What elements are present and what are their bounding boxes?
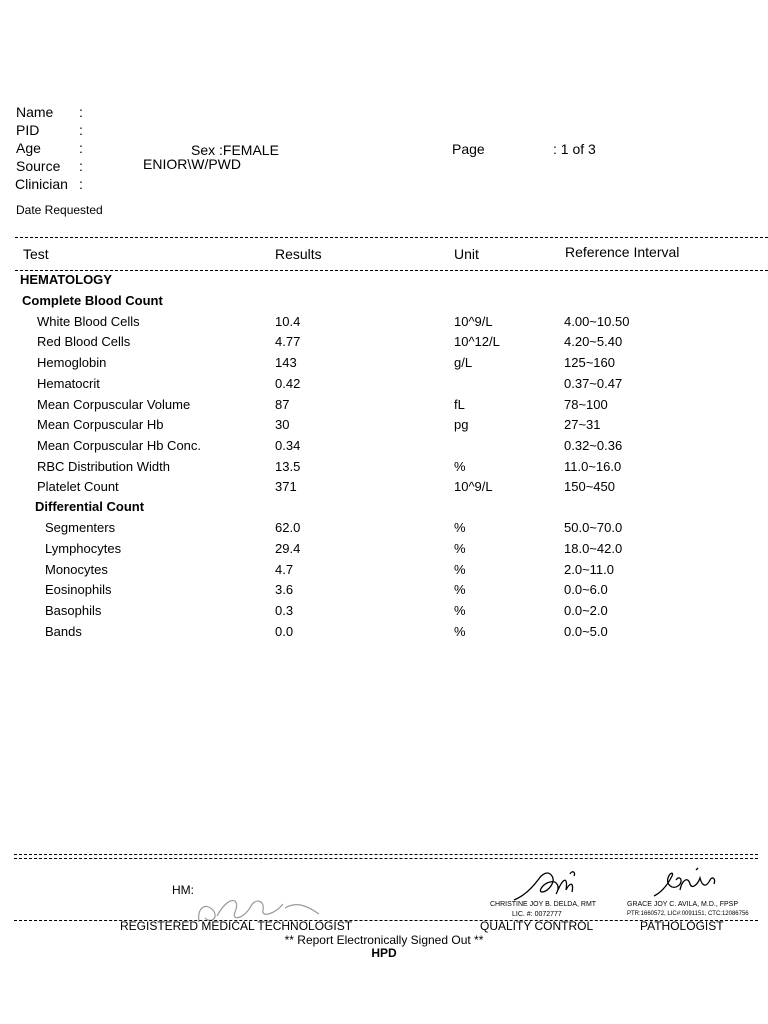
clinician-colon: : bbox=[79, 176, 83, 192]
unit-value: fL bbox=[454, 397, 465, 412]
name-label: Name bbox=[16, 104, 54, 120]
pathologist-license: PTR:1660572, LIC#:0091151, CTC:12086756 bbox=[627, 911, 749, 917]
page-value: : 1 of 3 bbox=[553, 141, 596, 157]
test-name: Lymphocytes bbox=[45, 541, 122, 556]
unit-value: % bbox=[454, 520, 466, 535]
clinician-label: Clinician bbox=[15, 176, 68, 192]
source-colon: : bbox=[79, 158, 83, 174]
reference-value: 4.00~10.50 bbox=[564, 314, 630, 329]
test-name: RBC Distribution Width bbox=[37, 459, 170, 474]
reference-value: 0.37~0.47 bbox=[564, 376, 623, 391]
test-name: Hematocrit bbox=[37, 376, 100, 391]
reference-value: 0.0~6.0 bbox=[564, 582, 608, 597]
role-qc: QUALITY CONTROL bbox=[480, 919, 594, 933]
sex-field bbox=[180, 141, 320, 157]
qc-license: LIC. #: 0072777 bbox=[512, 911, 562, 918]
unit-value: 10^9/L bbox=[454, 479, 493, 494]
footer-divider bbox=[14, 854, 758, 859]
test-name: Mean Corpuscular Volume bbox=[37, 397, 191, 412]
unit-value: % bbox=[454, 459, 466, 474]
test-name: Eosinophils bbox=[45, 582, 112, 597]
source-value-text: ENIOR\W/PWD bbox=[143, 156, 241, 172]
sex-text: Sex :FEMALE bbox=[191, 142, 279, 158]
age-colon: : bbox=[79, 140, 83, 156]
pid-label: PID bbox=[16, 122, 40, 138]
result-value: 0.0 bbox=[275, 624, 294, 639]
result-value: 10.4 bbox=[275, 314, 301, 329]
test-name: Mean Corpuscular Hb Conc. bbox=[37, 438, 202, 453]
section-title: HEMATOLOGY bbox=[20, 272, 112, 287]
result-value: 371 bbox=[275, 479, 297, 494]
unit-value: 10^9/L bbox=[454, 314, 493, 329]
reference-value: 0.0~5.0 bbox=[564, 624, 608, 639]
col-reference-header: Reference Interval bbox=[565, 244, 680, 260]
footer-code: HPD bbox=[371, 946, 397, 960]
result-value: 0.42 bbox=[275, 376, 301, 391]
pathologist-signature bbox=[648, 866, 720, 904]
qc-signatory-name: CHRISTINE JOY B. DELDA, RMT bbox=[490, 901, 597, 908]
page-field bbox=[440, 141, 640, 156]
test-name: Hemoglobin bbox=[37, 355, 107, 370]
result-value: 4.77 bbox=[275, 334, 301, 349]
test-name: White Blood Cells bbox=[37, 314, 140, 329]
date-requested-label: Date Requested bbox=[16, 203, 103, 217]
test-name: Mean Corpuscular Hb bbox=[37, 417, 164, 432]
reference-value: 78~100 bbox=[564, 397, 608, 412]
reference-value: 0.32~0.36 bbox=[564, 438, 623, 453]
result-value: 0.34 bbox=[275, 438, 301, 453]
result-value: 0.3 bbox=[275, 603, 294, 618]
age-label: Age bbox=[16, 140, 41, 156]
result-value: 29.4 bbox=[275, 541, 301, 556]
result-value: 3.6 bbox=[275, 582, 294, 597]
unit-value: g/L bbox=[454, 355, 473, 370]
unit-value: % bbox=[454, 603, 466, 618]
role-medtech: REGISTERED MEDICAL TECHNOLOGIST bbox=[120, 919, 353, 933]
name-colon: : bbox=[79, 104, 83, 120]
col-unit-header: Unit bbox=[454, 246, 479, 262]
divider-header bbox=[15, 270, 768, 271]
result-value: 62.0 bbox=[275, 520, 301, 535]
reference-value: 125~160 bbox=[564, 355, 615, 370]
page-label: Page bbox=[452, 141, 485, 157]
unit-value: 10^12/L bbox=[454, 334, 500, 349]
test-name: Platelet Count bbox=[37, 479, 119, 494]
date-requested bbox=[16, 203, 103, 219]
signed-out-notice: ** Report Electronically Signed Out ** bbox=[284, 933, 484, 947]
result-value: 13.5 bbox=[275, 459, 301, 474]
hm-label: HM: bbox=[172, 883, 194, 897]
divider-top bbox=[15, 237, 768, 238]
reference-value: 18.0~42.0 bbox=[564, 541, 623, 556]
test-name: Bands bbox=[45, 624, 82, 639]
pathologist-signatory-name: GRACE JOY C. AVILA, M.D., FPSP bbox=[627, 901, 738, 908]
source-label: Source bbox=[16, 158, 61, 174]
group-title-cbc: Complete Blood Count bbox=[22, 293, 163, 308]
reference-value: 2.0~11.0 bbox=[564, 562, 615, 577]
unit-value: % bbox=[454, 562, 466, 577]
reference-value: 27~31 bbox=[564, 417, 601, 432]
role-pathologist: PATHOLOGIST bbox=[640, 919, 724, 933]
reference-value: 50.0~70.0 bbox=[564, 520, 623, 535]
reference-value: 150~450 bbox=[564, 479, 615, 494]
test-name: Monocytes bbox=[45, 562, 108, 577]
col-results-header: Results bbox=[275, 246, 322, 262]
qc-signature bbox=[512, 866, 578, 904]
unit-value: % bbox=[454, 541, 466, 556]
result-value: 30 bbox=[275, 417, 290, 432]
unit-value: % bbox=[454, 624, 466, 639]
reference-value: 4.20~5.40 bbox=[564, 334, 623, 349]
reference-value: 0.0~2.0 bbox=[564, 603, 608, 618]
result-value: 4.7 bbox=[275, 562, 294, 577]
test-name: Segmenters bbox=[45, 520, 116, 535]
group-title-differential: Differential Count bbox=[35, 499, 145, 514]
unit-value: % bbox=[454, 582, 466, 597]
pid-colon: : bbox=[79, 122, 83, 138]
unit-value: pg bbox=[454, 417, 469, 432]
test-name: Basophils bbox=[45, 603, 102, 618]
reference-value: 11.0~16.0 bbox=[564, 459, 622, 474]
test-name: Red Blood Cells bbox=[37, 334, 131, 349]
source-value bbox=[140, 156, 260, 172]
col-test-header: Test bbox=[23, 246, 49, 262]
result-value: 143 bbox=[275, 355, 297, 370]
result-value: 87 bbox=[275, 397, 290, 412]
